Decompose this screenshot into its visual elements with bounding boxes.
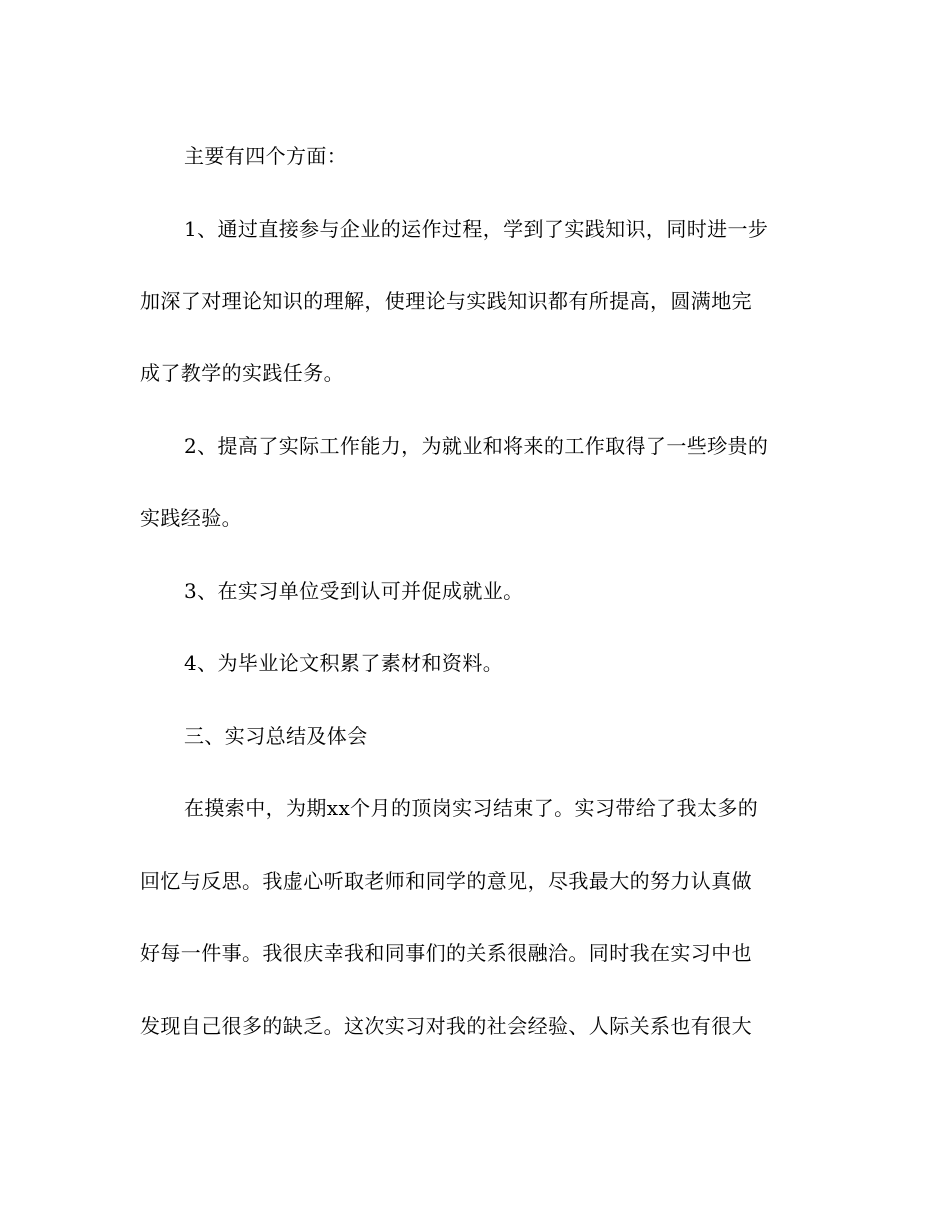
section-heading: 三、实习总结及体会 [184, 724, 368, 748]
summary-line-4: 发现自己很多的缺乏。这次实习对我的社会经验、人际关系也有很大 [140, 1014, 752, 1038]
paragraph-1-line-3: 成了教学的实践任务。 [140, 361, 344, 385]
paragraph-intro: 主要有四个方面： [184, 144, 348, 168]
paragraph-2-line-2: 实践经验。 [140, 506, 242, 530]
paragraph-4: 4、为毕业论文积累了素材和资料。 [184, 651, 504, 675]
paragraph-2-line-1: 2、提高了实际工作能力，为就业和将来的工作取得了一些珍贵的 [184, 434, 769, 458]
paragraph-1-line-1: 1、通过直接参与企业的运作过程，学到了实践知识，同时进一步 [184, 217, 769, 241]
summary-line-3: 好每一件事。我很庆幸我和同事们的关系很融洽。同时我在实习中也 [140, 941, 752, 965]
summary-line-2: 回忆与反思。我虚心听取老师和同学的意见，尽我最大的努力认真做 [140, 869, 752, 893]
paragraph-1-line-2: 加深了对理论知识的理解，使理论与实践知识都有所提高，圆满地完 [140, 289, 752, 313]
paragraph-3: 3、在实习单位受到认可并促成就业。 [184, 579, 524, 603]
summary-line-1: 在摸索中，为期xx个月的顶岗实习结束了。实习带给了我太多的 [184, 796, 759, 820]
